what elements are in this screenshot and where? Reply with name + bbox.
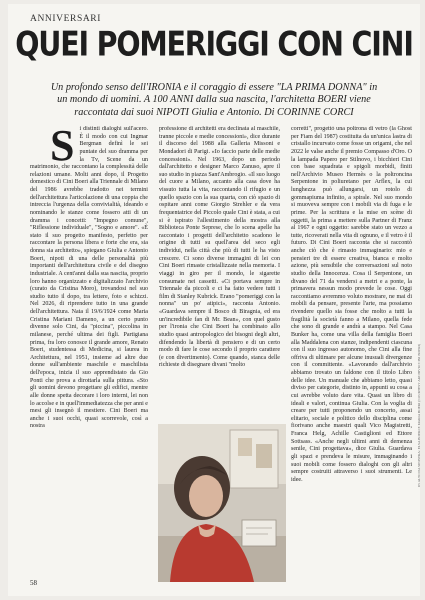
column-2-text: professione di architetti era declinata al maschile, tranne piccole e medie concessioni», dice durante il discorso del 1988 alla Galleria Missoni e Mondadori di Parigi. «Io faccio parte delle medie concessioni». Nel 1963, dopo un periodo dall'architetto e designer Marco Zanuso, apre il suo studio in piazza Sant'Ambrogio. «Il suo luogo del cuore a Milano, accanto alla casa dove ha vissuto tutta la vita, raccontando il rifugio e un quello spazio con la sua quarta, con ciò spazio di ospitare anni come Giorgio Strehler e da vera frequentatrice del Piccolo quale Cini è stata, a cui si è ispirato l'allestimento della mostra alla Biblioteca Ponte Seprese, che lo scena apelle ha raccontato i progetti dell'architetto scadono le origine di tutti su quell'area del seco egli individui, nella città che più di tutti le ha visto crescere. Ci sono diverse immagini di lei con Cini Boeri rimaste cristallizzate nella memoria. I viaggi in giro per il mondo, le sigarette consumate nei cassetti. «Ci portava sempre in Triennale da piccoli e ci ha fatto vedere tutti i film di Stanley Kubrick. Erano "pomeriggi con la nonna" un po' atipici», racconta Antonio. «Guardava sempre il Bosco di Biragnia, ed era un'incredibile fan di Mr. Bean», con quel gusto per l'ironia che Cini Boeri ha combinato allo studio quasi antropologico dei bisogni degli altri, difendendo la libertà di pensiero e di un certo modo di fare le cose secondo il proprio carattere (e con divertimento). Come quando, stanca delle richieste di disegnare divani "molto [159, 126, 280, 369]
magazine-page [8, 4, 420, 596]
article-column-3 [291, 126, 412, 584]
section-label: ANNIVERSARI [30, 14, 101, 24]
photo-credit: IN ALTO DA SINISTRA: ELSA BOERI E MARIA BOERI (COURTESY ARCHIVIO CINI BOERI) [417, 344, 421, 487]
headline: QUEI POMERIGGI CON CINI [15, 25, 413, 64]
column-1-text: i distinti dialoghi sull'acero. È il modo con cui Ingmar Bergman definì le sei puntate del suo dramma per la Tv, Scene da un matrimonio, che raccontano la complessità delle relazioni umane. Molti anni dopo, il Progetto domestico di Cini Boeri alla Triennale di Milano del 1986 avrebbe tradotto nei termini dell'architettura l'articolazione di una coppia che intreccia l'urgenza della convivialità, ideando e nominando le stanze come fossero atti di un dramma i concetti: "Impegno comune", "Riflessione individuale", "Sogno e amore". «È stato il suo progetto manifesto, perfetto per raccontare la persona libera e forte che era, sia donna sia architetto», spiegano Giulia e Antonio Boeri, nipoti di una delle personalità più importanti dell'architettura civile e del disegno industriale. A cent'anni dalla sua nascita, proprio loro hanno organizzato e digitalizzato l'archivio (curato da Cristina Moro), trovandosi nel suo studio tutto il dopo, tra lettere, foto e schizzi. Nel 2026, di riprendere tutto in una grande dell'architettura. Nata il 19/6/1924 come Maria Cristina Mariani Dameno, a un certo punto divenne solo Cini, da "piccina", piccolina in milanese, perché ultima dei figli. Partigiana prima, fra loro conosce il grande amore, Renato Boeri, studentessa di Medicina, si laurea in Architettura, nel 1951, insieme ad altre due donne sull'ambiente maschile e maschilista dell'epoca, inizia il suo apprendistato da Gio Ponti che prova a dirottarla sulla pittura. «Sto gli uomini devono progettare gli edifici, mentre alle donne spetta decorare i loro interni, lei non lo accolse e in quell'immediatezza che per anni e mesi gli insegnò il mestiere. Cini Boeri ma anche i suoi occhi, quasi scorrevole, così a nostra [30, 126, 148, 430]
article-column-2 [159, 126, 280, 418]
drop-cap: S [50, 126, 75, 170]
deck-subtitle: Un profondo senso dell'IRONIA e il coraggio di essere "LA PRIMA DONNA" in un mondo di uomini. A 100 ANNI dalla sua nascita, l'architetta BOERI viene raccontata dai suoi NIPOTI Giulia e Antonio. Di CORINNE CORCI [50, 82, 378, 118]
portrait-illustration [158, 424, 286, 582]
portrait-photo [158, 424, 286, 582]
page-number: 58 [30, 579, 37, 587]
column-3-text: corretti", progettò una poltrona di vetro (la Ghost per Fiam del 1987) costituita da un'unica lastra di cristallo incurvato come fosse un origami, che nel 2022 le valse anche il premio Compasso d'Oro. O la lampada Papero per Stilnovo, i bicchieri Cini con base squadrata e spigoli morbidi, finiti nell'Archivio Museo Hermès o la poltroncina Serpentone in poliuretano per Arflex, la cui lunghezza può allungarsi, un rotolo di gommapiuma infinito, a spirale. Nel suo mondo si muoveva sempre con i mobili via di fuga e le prime. Per la scrittura e la mise en scène di oggetti, la prima a mettere sulla Partner di Franz al 1967 e ogni oggetto: sarebbe stato un vezzo a tutte, ricoverati nella vita di ognuno, e il vetro è il futuro. Di Cini Boeri racconta che si raccontò anche ciò che è rimasto immaginario: mio e pensieri tre di essere creativa, bianca e molto azione, più sensibile che conversazioni sul noto studio della Innocenza. Cosa il Serpentone, un divano del 71 da vendersi a metri e a ponte, la primavera nessun modo prevede le cose. Oggi raccontiamo avremmo voluto mostrare, ne mai di mobili da pensare, presente l'arte, ma possiamo rivendere quello sia fosse che molto a tutti la fragilità la società fanno a Milano, quella fede che sono di grande e andrà a stampo. Nel Casa Bunker ha, come una villa della famiglia Boeri alla Maddalena con stanze, indipendenti ciascuna con il suo ingresso autonomo, che Cini alla fine offriva di ultimare per alcune inusuali divergenze con il committente. «Lavorando dall'archivio abbiamo trovato un faldone con il titolo Libro delle idee. Un manuale che abbiamo letto, quasi diviso per categorie, distinto in, appunti su cosa a cui avrebbe voluto dare vita. Quasi un libro di ideali e valori, continua Giulia. Con la voglia di creare per tutti proponendo un concerto, assai elitario, sociale e politico dello disciplina come fiorivano anche maestri quali Vico Magistretti, Franca Helg, Achille Castiglioni ed Ettore Sottsass. «Anche negli ultimi anni di demenza senile, Cini progettava», dice Giulia. Guardava gli spazi e prendeva le misure, immaginando i suoi mobili come fossero dialoghi con gli altri sempre costruiti attraverso i suoi strumenti. Le idee. [291, 126, 412, 483]
article-column-1 [30, 126, 148, 584]
